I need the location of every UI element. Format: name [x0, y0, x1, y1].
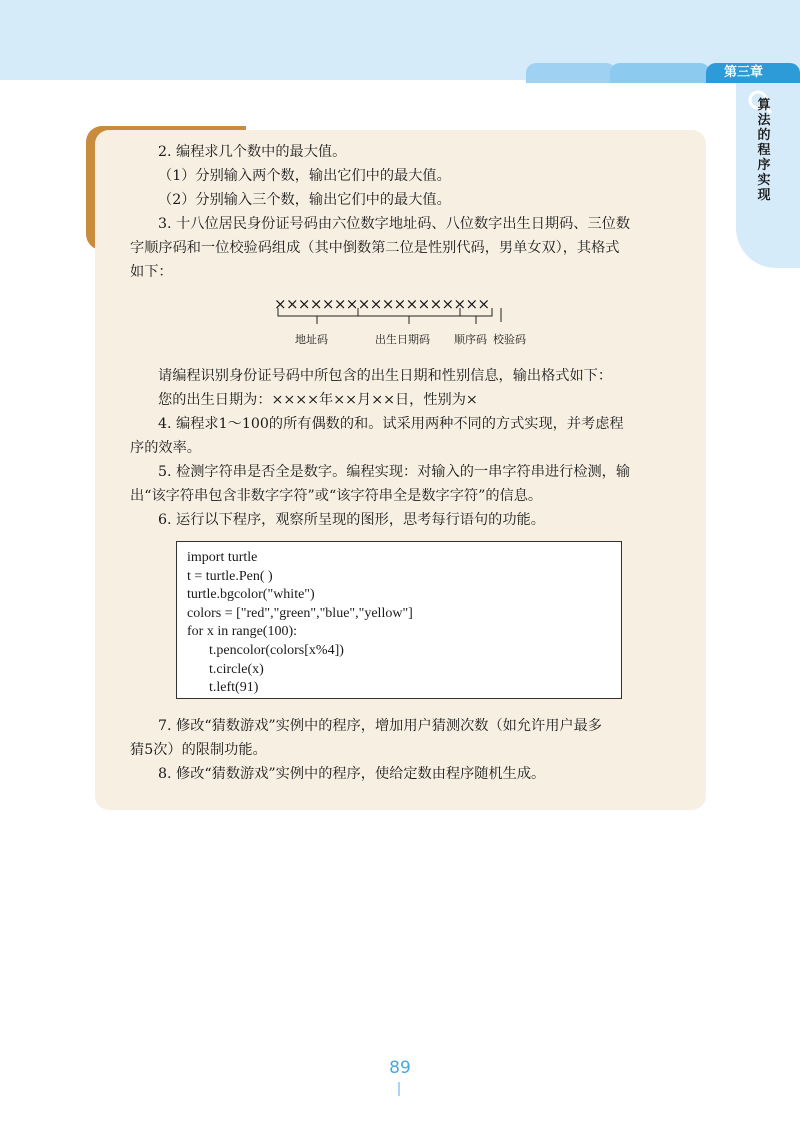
- exercise-content-lower: [130, 714, 690, 786]
- label-check-code: 校验码: [493, 333, 526, 346]
- header-tab-decoration: [526, 63, 616, 83]
- code-line: import turtle: [187, 550, 258, 565]
- exercise-content: [130, 140, 690, 532]
- question-2-part-1: （1）分别输入两个数，输出它们中的最大值。: [158, 168, 451, 184]
- question-7-line-1: 7. 修改“猜数游戏”实例中的程序，增加用户猜测次数（如允许用户最多: [158, 718, 602, 734]
- question-5-line-1: 5. 检测字符串是否全是数字。编程实现：对输入的一串字符串进行检测，输: [158, 464, 631, 480]
- question-6: 6. 运行以下程序，观察所呈现的图形，思考每行语句的功能。: [158, 512, 545, 528]
- code-line: turtle.bgcolor("white"): [187, 587, 315, 603]
- code-line: colors = ["red","green","blue","yellow"]: [187, 605, 413, 621]
- question-8: 8. 修改“猜数游戏”实例中的程序，使给定数由程序随机生成。: [158, 766, 546, 782]
- question-3-output-format: 您的出生日期为：××××年××月××日，性别为×: [158, 392, 478, 408]
- id-format-diagram: [130, 288, 690, 354]
- label-order-code: 顺序码: [454, 333, 487, 346]
- page-number: 89: [389, 1058, 411, 1078]
- question-7-line-2: 猜5次）的限制功能。: [130, 742, 267, 758]
- code-line: t.left(91): [209, 680, 259, 696]
- question-2: 2. 编程求几个数中的最大值。: [158, 144, 347, 160]
- page-number-bar: [398, 1082, 400, 1096]
- code-listing: [176, 541, 622, 699]
- question-3-line-2: 字顺序码和一位校验码组成（其中倒数第二位是性别代码，男单女双），其格式: [130, 240, 620, 256]
- label-birth-code: 出生日期码: [375, 333, 430, 346]
- chapter-tab: 第三章: [706, 63, 800, 83]
- code-line: t.pencolor(colors[x%4]): [209, 642, 344, 658]
- id-pattern: ××××××××××××××××××: [274, 295, 490, 313]
- code-line: t.circle(x): [209, 661, 264, 677]
- question-4-line-1: 4. 编程求1～100的所有偶数的和。试采用两种不同的方式实现，并考虑程: [158, 416, 624, 432]
- question-4-line-2: 序的效率。: [130, 440, 201, 456]
- code-line: for x in range(100):: [187, 624, 298, 640]
- header-tab-decoration: [610, 63, 710, 83]
- question-3-line-1: 3. 十八位居民身份证号码由六位数字地址码、八位数字出生日期码、三位数: [158, 216, 631, 232]
- question-2-part-2: （2）分别输入三个数，输出它们中的最大值。: [158, 192, 451, 208]
- label-address-code: 地址码: [295, 333, 328, 346]
- question-3-line-4: 请编程识别身份证号码中所包含的出生日期和性别信息，输出格式如下：: [158, 368, 613, 384]
- question-3-line-3: 如下：: [130, 264, 173, 280]
- code-line: t = turtle.Pen( ): [187, 568, 273, 584]
- side-title: 算法的程序实现: [757, 98, 771, 203]
- question-5-line-2: 出“该字符串包含非数字字符”或“该字符串全是数字字符”的信息。: [130, 488, 543, 504]
